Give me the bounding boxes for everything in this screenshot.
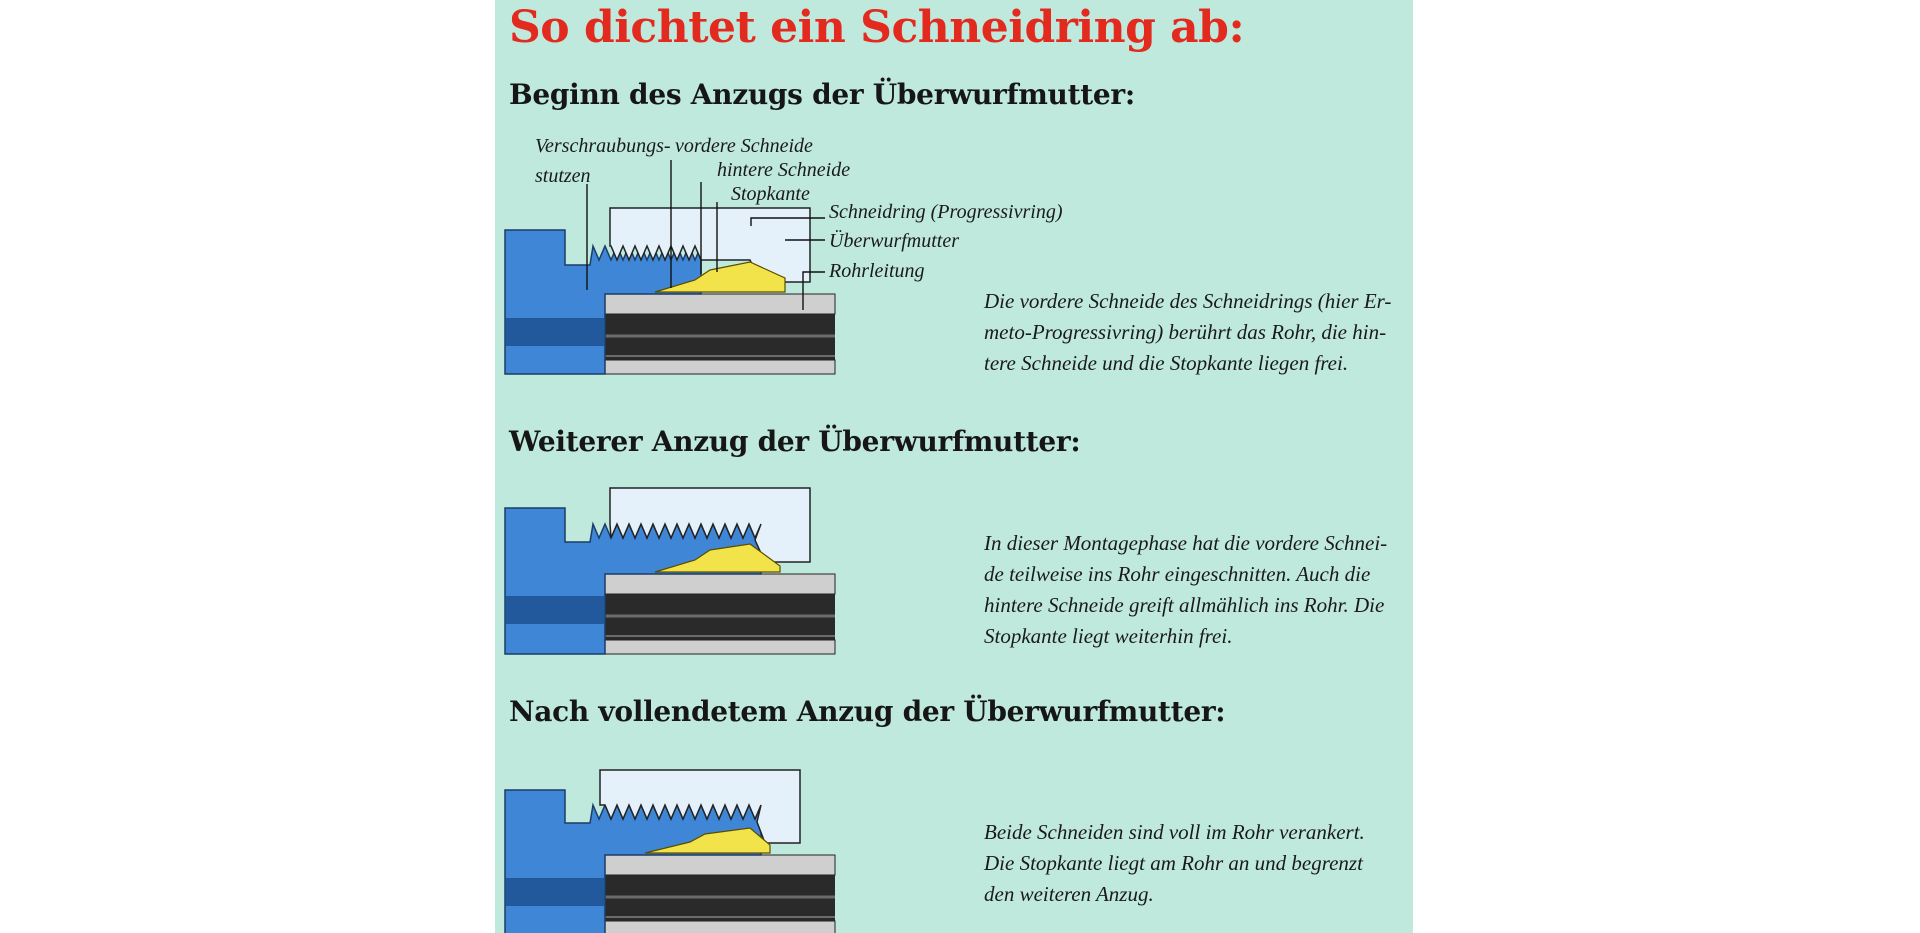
stage-2-heading: Weiterer Anzug der Überwurfmutter: bbox=[509, 425, 1081, 458]
label-cutting-ring: Schneidring (Progressivring) bbox=[829, 201, 1063, 223]
page-title: So dichtet ein Schneidring ab: bbox=[509, 2, 1245, 53]
label-stud-2: stutzen bbox=[535, 165, 591, 187]
label-rear-edge: hintere Schneide bbox=[717, 159, 851, 181]
label-stud: Verschraubungs- bbox=[535, 135, 671, 157]
label-union-nut: Überwurfmutter bbox=[829, 230, 959, 252]
stage-3-figure bbox=[495, 0, 1413, 933]
stage-1-description: Die vordere Schneide des Schneidrings (hier Er- meto-Progressivring) berührt das Rohr, die hin- tere Schneide und die Stopkante liegen frei. bbox=[984, 289, 1392, 375]
stage-3-heading: Nach vollendetem Anzug der Überwurfmutter: bbox=[509, 695, 1226, 728]
stage-1-heading: Beginn des Anzugs der Überwurfmutter: bbox=[509, 78, 1135, 111]
label-stop-edge: Stopkante bbox=[731, 183, 810, 205]
diagram-panel bbox=[495, 0, 1413, 933]
stage-3-description: Beide Schneiden sind voll im Rohr verankert. Die Stopkante liegt am Rohr an und begrenzt den weiteren Anzug. bbox=[984, 820, 1365, 906]
label-front-edge: vordere Schneide bbox=[675, 135, 813, 157]
stage-2-description: In dieser Montagephase hat die vordere Schnei- de teilweise ins Rohr eingeschnitten. Auch die hintere Schneide greift allmählich ins Rohr. Die Stopkante liegt weiterhin frei. bbox=[984, 531, 1388, 648]
label-pipe: Rohrleitung bbox=[829, 260, 925, 282]
